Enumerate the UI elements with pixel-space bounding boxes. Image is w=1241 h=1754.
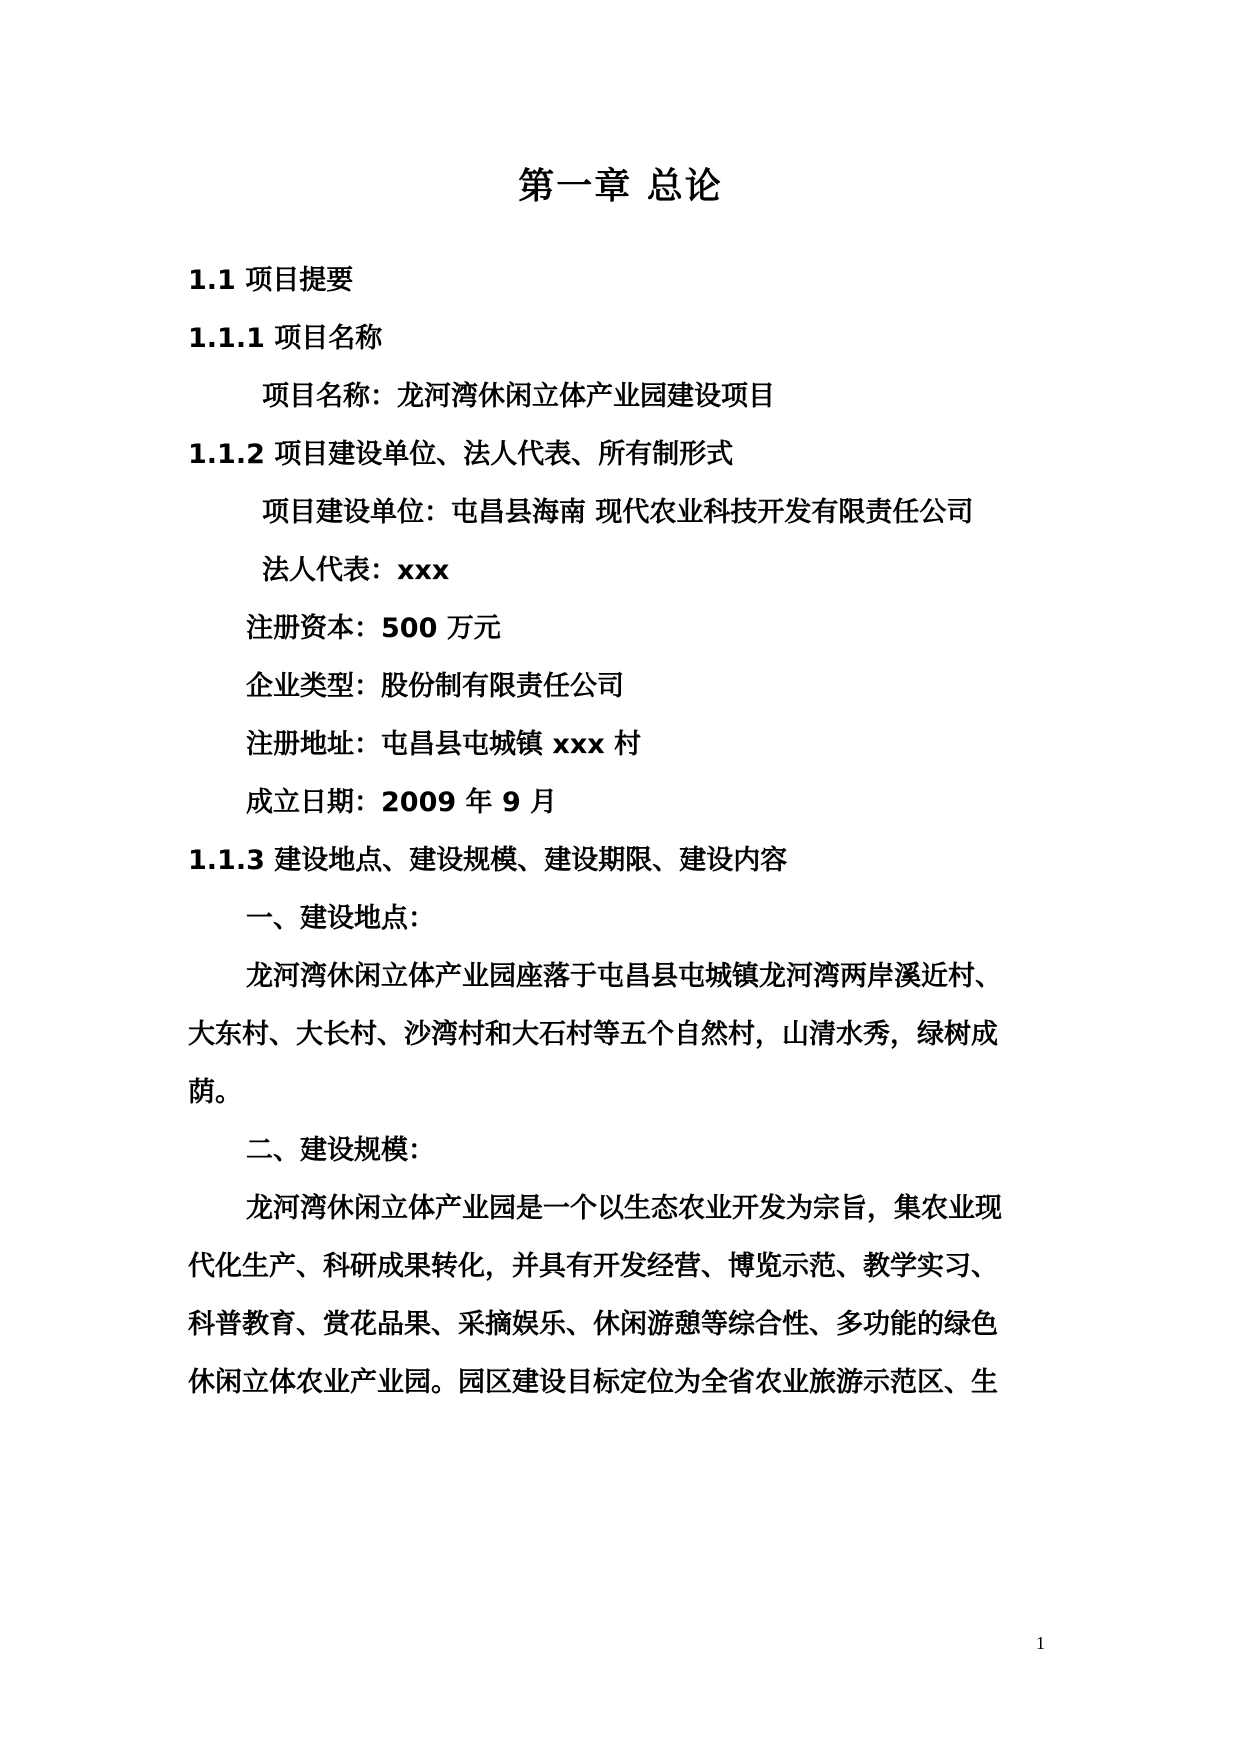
section-heading-1-1-3: 1.1.3 建设地点、建设规模、建设期限、建设内容	[188, 845, 788, 876]
location-para-line: 龙河湾休闲立体产业园座落于屯昌县屯城镇龙河湾两岸溪近村、	[246, 961, 1002, 992]
builder-line: 项目建设单位：屯昌县海南 现代农业科技开发有限责任公司	[262, 497, 974, 528]
location-para-line: 荫。	[188, 1077, 242, 1108]
location-heading: 一、建设地点：	[246, 903, 435, 934]
location-para-line: 大东村、大长村、沙湾村和大石村等五个自然村，山清水秀，绿树成	[188, 1019, 998, 1050]
scale-para-line: 龙河湾休闲立体产业园是一个以生态农业开发为宗旨，集农业现	[246, 1193, 1002, 1224]
scale-heading: 二、建设规模：	[246, 1135, 435, 1166]
address-line: 注册地址：屯昌县屯城镇 xxx 村	[246, 729, 642, 760]
chapter-title: 第一章 总论	[518, 166, 723, 207]
scale-para-line: 科普教育、赏花品果、采摘娱乐、休闲游憩等综合性、多功能的绿色	[188, 1309, 998, 1340]
project-name-line: 项目名称：龙河湾休闲立体产业园建设项目	[262, 381, 775, 412]
scale-para-line: 代化生产、科研成果转化，并具有开发经营、博览示范、教学实习、	[188, 1251, 998, 1282]
section-heading-1-1: 1.1 项目提要	[188, 265, 354, 296]
company-type-line: 企业类型：股份制有限责任公司	[246, 671, 624, 702]
page-number: 1	[1036, 1633, 1045, 1653]
section-heading-1-1-1: 1.1.1 项目名称	[188, 323, 383, 354]
scale-para-line: 休闲立体农业产业园。园区建设目标定位为全省农业旅游示范区、生	[188, 1367, 998, 1398]
legal-rep-line: 法人代表：xxx	[262, 555, 450, 586]
founded-line: 成立日期：2009 年 9 月	[246, 787, 558, 818]
capital-line: 注册资本：500 万元	[246, 613, 501, 644]
section-heading-1-1-2: 1.1.2 项目建设单位、法人代表、所有制形式	[188, 439, 734, 470]
